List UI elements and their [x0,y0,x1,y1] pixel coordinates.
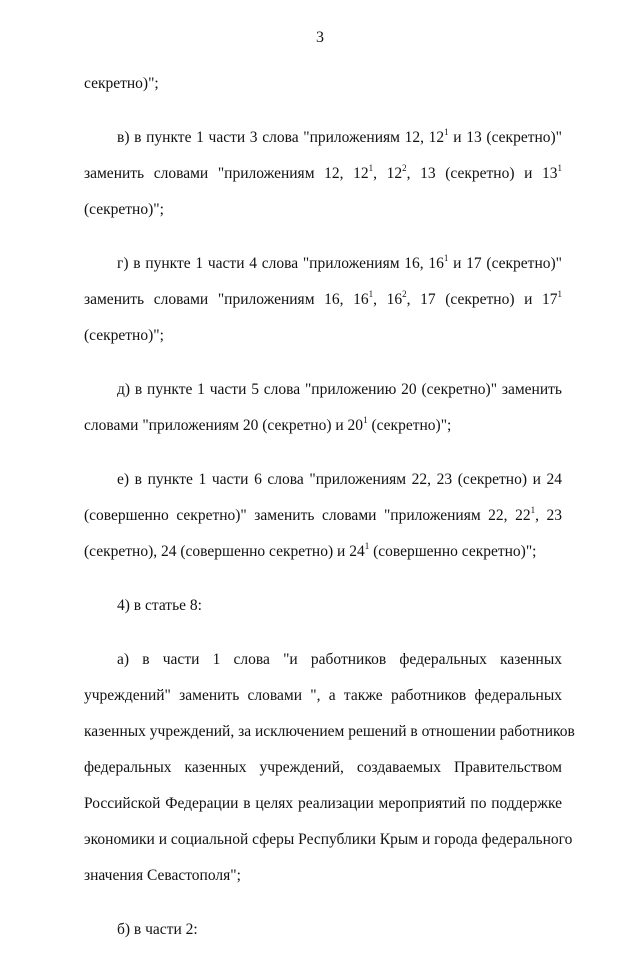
text-line: (секретно)"; [84,201,164,218]
paragraph-item-v [84,120,562,228]
text-line: а) в части 1 слова "и работников федеральных казенных [117,651,562,668]
text-line: казенных учреждений, за исключением решений в отношении работников [84,723,575,740]
text-line: (секретно)"; [84,327,164,344]
text-line: б) в части 2: [117,921,198,938]
text-line: экономики и социальной сферы Республики Крым и города федерального [84,831,573,848]
paragraph-item-g [84,246,562,354]
document-body [84,66,575,966]
text-line: словами "приложениям 20 (секретно) и $20^1$ (секретно)"; [84,415,452,434]
text-line: (совершенно секретно)" заменить словами "приложениям 22, $22^1$, 23 [84,505,563,524]
paragraph-item-b [84,912,562,948]
paragraph-continuation [84,66,562,102]
text-line: д) в пункте 1 части 5 слова "приложению 20 (секретно)" заменить [117,381,562,398]
paragraph-item-e [84,462,562,570]
text-line: в) в пункте 1 части 3 слова "приложениям 12, $12^1$ и 13 (секретно)" [117,127,563,146]
paragraph-article-8 [84,588,562,624]
text-line: (секретно), 24 (совершенно секретно) и $24^1$ (совершенно секретно)"; [84,541,537,560]
paragraph-item-a [84,642,575,894]
text-line: е) в пункте 1 части 6 слова "приложениям 22, 23 (секретно) и 24 [117,471,562,488]
text-line: учреждений" заменить словами ", а также работников федеральных [84,687,562,704]
text-line: федеральных казенных учреждений, создаваемых Правительством [84,759,562,776]
text-line: 4) в статье 8: [117,597,202,614]
paragraph-item-d [84,372,562,444]
text-line: значения Севастополя"; [84,867,241,884]
page-number: 3 [316,29,324,46]
text-line: г) в пункте 1 части 4 слова "приложениям 16, $16^1$ и 17 (секретно)" [117,253,562,272]
text-line: секретно)"; [84,75,159,92]
text-line: Российской Федерации в целях реализации мероприятий по поддержке [84,795,562,812]
text-line: заменить словами "приложениям 16, $16^1$, $16^2$, 17 (секретно) и $17^1$ [84,289,563,308]
text-line: заменить словами "приложениям 12, $12^1$, $12^2$, 13 (секретно) и $13^1$ [84,163,563,182]
